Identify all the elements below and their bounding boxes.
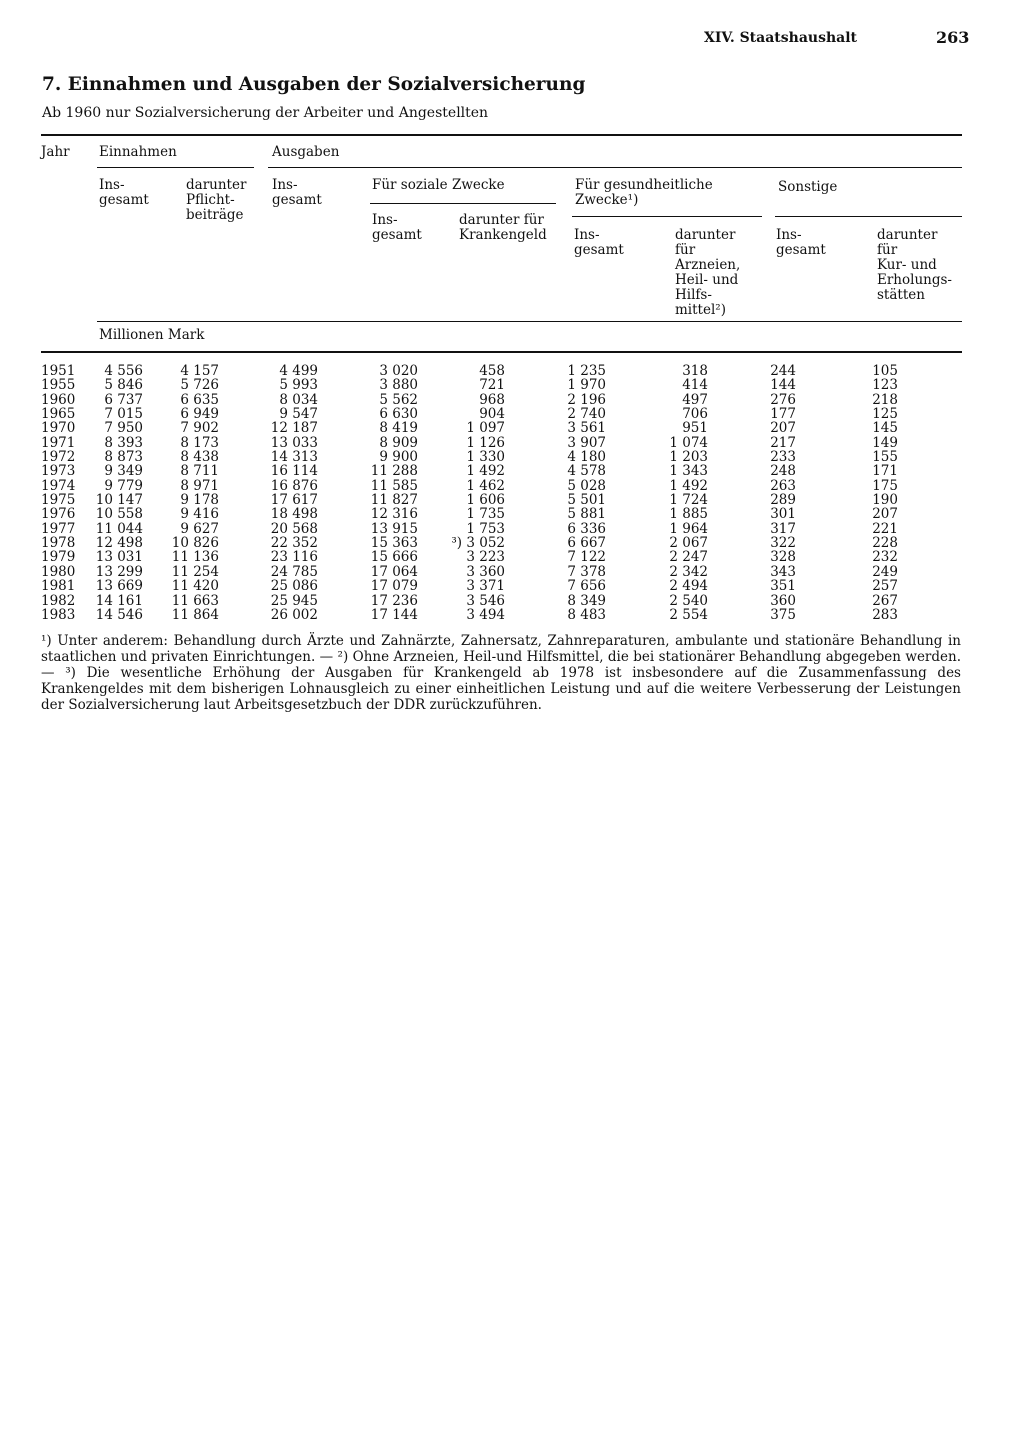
cell-son-insgesamt: 144 bbox=[770, 377, 796, 394]
cell-e-pflicht: 8 173 bbox=[180, 434, 219, 451]
cell-ges-insgesamt: 5 501 bbox=[567, 492, 606, 509]
cell-a-insgesamt: 24 785 bbox=[270, 563, 318, 580]
cell-ges-insgesamt: 5 028 bbox=[567, 477, 606, 494]
cell-son-insgesamt: 244 bbox=[770, 363, 796, 379]
cell-soz-krankengeld: 3 360 bbox=[466, 563, 505, 580]
column-e-pflicht bbox=[129, 364, 219, 622]
cell-e-insgesamt: 5 846 bbox=[104, 377, 143, 394]
cell-ges-arznei: 1 203 bbox=[669, 449, 708, 466]
cell-a-insgesamt: 22 352 bbox=[270, 535, 318, 552]
year-cell: 1981 bbox=[41, 578, 76, 595]
group-ausgaben: Ausgaben bbox=[272, 144, 340, 160]
cell-soz-insgesamt: 5 562 bbox=[379, 391, 418, 408]
cell-e-insgesamt: 7 015 bbox=[104, 406, 143, 423]
table-subtitle: Ab 1960 nur Sozialversicherung der Arbeiter und Angestellten bbox=[42, 105, 489, 121]
cell-son-kur: 207 bbox=[872, 506, 898, 523]
cell-e-pflicht: 6 635 bbox=[180, 391, 219, 408]
group-soziale: Für soziale Zwecke bbox=[372, 177, 505, 193]
cell-soz-krankengeld: 3 371 bbox=[466, 578, 505, 595]
cell-a-insgesamt: 14 313 bbox=[270, 449, 318, 466]
cell-son-kur: 267 bbox=[872, 592, 898, 609]
cell-e-pflicht: 11 864 bbox=[171, 606, 219, 623]
cell-ges-insgesamt: 2 740 bbox=[567, 406, 606, 423]
cell-soz-insgesamt: 13 915 bbox=[370, 520, 418, 537]
cell-e-insgesamt: 12 498 bbox=[95, 535, 143, 552]
cell-soz-krankengeld: 458 bbox=[479, 363, 505, 379]
hdr-son-ins: Ins- gesamt bbox=[776, 227, 826, 258]
cell-son-kur: 249 bbox=[872, 563, 898, 580]
cell-a-insgesamt: 26 002 bbox=[270, 606, 318, 623]
cell-e-pflicht: 7 902 bbox=[180, 420, 219, 437]
cell-e-insgesamt: 9 349 bbox=[104, 463, 143, 480]
cell-soz-krankengeld: 904 bbox=[479, 406, 505, 423]
cell-soz-krankengeld: 1 606 bbox=[466, 492, 505, 509]
rule-unit bbox=[97, 321, 962, 322]
cell-son-kur: 283 bbox=[872, 606, 898, 623]
cell-son-insgesamt: 177 bbox=[770, 406, 796, 423]
group-sonstige: Sonstige bbox=[778, 179, 838, 195]
cell-soz-insgesamt: 8 419 bbox=[379, 420, 418, 437]
year-cell: 1973 bbox=[41, 463, 76, 480]
cell-ges-insgesamt: 6 667 bbox=[567, 535, 606, 552]
hdr-e-ins: Ins- gesamt bbox=[99, 177, 149, 208]
cell-ges-arznei: 2 540 bbox=[669, 592, 708, 609]
cell-e-pflicht: 11 420 bbox=[171, 578, 219, 595]
cell-ges-insgesamt: 8 483 bbox=[567, 606, 606, 623]
cell-son-kur: 228 bbox=[872, 535, 898, 552]
cell-son-kur: 175 bbox=[872, 477, 898, 494]
cell-son-insgesamt: 322 bbox=[770, 535, 796, 552]
year-cell: 1965 bbox=[41, 406, 76, 423]
year-cell: 1983 bbox=[41, 606, 76, 623]
col-jahr: Jahr bbox=[41, 144, 70, 160]
cell-son-insgesamt: 263 bbox=[770, 477, 796, 494]
year-cell: 1974 bbox=[41, 477, 76, 494]
rule-soziale bbox=[370, 203, 556, 204]
cell-son-insgesamt: 360 bbox=[770, 592, 796, 609]
column-a-insgesamt bbox=[228, 364, 318, 622]
cell-a-insgesamt: 13 033 bbox=[270, 434, 318, 451]
cell-a-insgesamt: 25 945 bbox=[270, 592, 318, 609]
cell-e-pflicht: 10 826 bbox=[171, 535, 219, 552]
cell-soz-insgesamt: 17 079 bbox=[370, 578, 418, 595]
cell-son-kur: 149 bbox=[872, 434, 898, 451]
group-einnahmen: Einnahmen bbox=[99, 144, 177, 160]
year-cell: 1976 bbox=[41, 506, 76, 523]
cell-a-insgesamt: 18 498 bbox=[270, 506, 318, 523]
cell-son-insgesamt: 351 bbox=[770, 578, 796, 595]
cell-e-insgesamt: 8 393 bbox=[104, 434, 143, 451]
cell-son-kur: 125 bbox=[872, 406, 898, 423]
cell-ges-insgesamt: 7 122 bbox=[567, 549, 606, 566]
year-cell: 1970 bbox=[41, 420, 76, 437]
cell-ges-insgesamt: 7 378 bbox=[567, 563, 606, 580]
cell-ges-arznei: 2 494 bbox=[669, 578, 708, 595]
cell-soz-insgesamt: 17 236 bbox=[370, 592, 418, 609]
cell-e-pflicht: 11 663 bbox=[171, 592, 219, 609]
cell-son-kur: 105 bbox=[872, 363, 898, 379]
cell-e-pflicht: 9 416 bbox=[180, 506, 219, 523]
cell-e-insgesamt: 10 147 bbox=[95, 492, 143, 509]
cell-son-insgesamt: 343 bbox=[770, 563, 796, 580]
cell-soz-insgesamt: 15 363 bbox=[370, 535, 418, 552]
cell-son-kur: 171 bbox=[872, 463, 898, 480]
cell-soz-krankengeld: 3 546 bbox=[466, 592, 505, 609]
cell-ges-insgesamt: 8 349 bbox=[567, 592, 606, 609]
cell-son-insgesamt: 217 bbox=[770, 434, 796, 451]
year-cell: 1951 bbox=[41, 363, 76, 379]
cell-e-insgesamt: 9 779 bbox=[104, 477, 143, 494]
cell-ges-insgesamt: 3 907 bbox=[567, 434, 606, 451]
cell-son-kur: 123 bbox=[872, 377, 898, 394]
cell-ges-arznei: 497 bbox=[682, 391, 708, 408]
cell-ges-arznei: 2 554 bbox=[669, 606, 708, 623]
cell-soz-insgesamt: 8 909 bbox=[379, 434, 418, 451]
column-soz-insgesamt bbox=[328, 364, 418, 622]
year-cell: 1978 bbox=[41, 535, 76, 552]
cell-soz-insgesamt: 11 827 bbox=[370, 492, 418, 509]
rule-gesund bbox=[572, 216, 762, 217]
cell-e-insgesamt: 14 546 bbox=[95, 606, 143, 623]
cell-ges-arznei: 414 bbox=[682, 377, 708, 394]
cell-son-kur: 190 bbox=[872, 492, 898, 509]
cell-soz-krankengeld: 968 bbox=[479, 391, 505, 408]
cell-son-insgesamt: 248 bbox=[770, 463, 796, 480]
cell-son-kur: 155 bbox=[872, 449, 898, 466]
cell-ges-arznei: 1 724 bbox=[669, 492, 708, 509]
cell-ges-arznei: 951 bbox=[682, 420, 708, 437]
hdr-ges-arznei: darunter für Arzneien, Heil- und Hilfs- mittel²) bbox=[675, 227, 741, 318]
unit-label: Millionen Mark bbox=[99, 327, 205, 343]
hdr-son-kur: darunter für Kur- und Erholungs- stätten bbox=[877, 227, 952, 303]
cell-ges-insgesamt: 5 881 bbox=[567, 506, 606, 523]
cell-son-insgesamt: 207 bbox=[770, 420, 796, 437]
cell-son-kur: 218 bbox=[872, 391, 898, 408]
cell-ges-insgesamt: 3 561 bbox=[567, 420, 606, 437]
group-gesund: Für gesundheitliche Zwecke¹) bbox=[575, 177, 713, 208]
cell-a-insgesamt: 9 547 bbox=[279, 406, 318, 423]
cell-ges-arznei: 706 bbox=[682, 406, 708, 423]
cell-a-insgesamt: 8 034 bbox=[279, 391, 318, 408]
cell-ges-arznei: 1 343 bbox=[669, 463, 708, 480]
cell-soz-insgesamt: 11 288 bbox=[370, 463, 418, 480]
cell-e-insgesamt: 13 031 bbox=[95, 549, 143, 566]
cell-a-insgesamt: 23 116 bbox=[270, 549, 318, 566]
page-number: 263 bbox=[936, 28, 970, 47]
cell-e-pflicht: 5 726 bbox=[180, 377, 219, 394]
hdr-soz-ins: Ins- gesamt bbox=[372, 212, 422, 243]
footnote-text: ¹) Unter anderem: Behandlung durch Ärzte und Zahnärzte, Zahnersatz, Zahnreparaturen, ambulante und stationäre Behandlung in staatlichen und privaten Einrichtungen. — ²) Ohne Arzneien, Heil-und Hilfsmittel, die bei stationärer Behandlung abgegeben werden. — ³) Die wesentliche Erhöhung der Ausgaben für Krankengeld ab 1978 ist insbesondere auf die Zusammenfassung des Krankengeldes mit dem bisherigen Lohnausgleich zu einer einheitlichen Leistung und auf die weitere Verbesserung der Leistungen der Sozialversicherung laut Arbeitsgesetzbuch der DDR zurückzuführen. bbox=[41, 633, 961, 713]
cell-e-pflicht: 11 254 bbox=[171, 563, 219, 580]
cell-a-insgesamt: 5 993 bbox=[279, 377, 318, 394]
cell-son-kur: 145 bbox=[872, 420, 898, 437]
cell-ges-arznei: 1 492 bbox=[669, 477, 708, 494]
year-cell: 1972 bbox=[41, 449, 76, 466]
cell-ges-insgesamt: 1 970 bbox=[567, 377, 606, 394]
cell-son-insgesamt: 328 bbox=[770, 549, 796, 566]
cell-e-pflicht: 8 438 bbox=[180, 449, 219, 466]
year-cell: 1975 bbox=[41, 492, 76, 509]
cell-son-insgesamt: 317 bbox=[770, 520, 796, 537]
cell-e-pflicht: 9 178 bbox=[180, 492, 219, 509]
cell-soz-insgesamt: 17 144 bbox=[370, 606, 418, 623]
cell-ges-insgesamt: 6 336 bbox=[567, 520, 606, 537]
footnotes bbox=[41, 633, 961, 713]
cell-e-pflicht: 8 711 bbox=[180, 463, 219, 480]
cell-e-insgesamt: 13 299 bbox=[95, 563, 143, 580]
cell-a-insgesamt: 16 876 bbox=[270, 477, 318, 494]
cell-soz-krankengeld: 1 330 bbox=[466, 449, 505, 466]
cell-e-insgesamt: 11 044 bbox=[95, 520, 143, 537]
cell-e-insgesamt: 10 558 bbox=[95, 506, 143, 523]
cell-soz-insgesamt: 11 585 bbox=[370, 477, 418, 494]
rule-sonstige bbox=[775, 216, 962, 217]
cell-a-insgesamt: 25 086 bbox=[270, 578, 318, 595]
column-son-insgesamt bbox=[706, 364, 796, 622]
cell-e-insgesamt: 8 873 bbox=[104, 449, 143, 466]
cell-ges-arznei: 1 885 bbox=[669, 506, 708, 523]
year-cell: 1982 bbox=[41, 592, 76, 609]
hdr-a-ins: Ins- gesamt bbox=[272, 177, 322, 208]
year-cell: 1955 bbox=[41, 377, 76, 394]
cell-a-insgesamt: 4 499 bbox=[279, 363, 318, 379]
cell-a-insgesamt: 20 568 bbox=[270, 520, 318, 537]
column-son-kur bbox=[808, 364, 898, 622]
cell-e-pflicht: 9 627 bbox=[180, 520, 219, 537]
cell-soz-insgesamt: 12 316 bbox=[370, 506, 418, 523]
cell-ges-arznei: 2 067 bbox=[669, 535, 708, 552]
cell-son-insgesamt: 233 bbox=[770, 449, 796, 466]
cell-ges-insgesamt: 1 235 bbox=[567, 363, 606, 379]
year-cell: 1971 bbox=[41, 434, 76, 451]
cell-e-pflicht: 6 949 bbox=[180, 406, 219, 423]
cell-soz-krankengeld: 1 126 bbox=[466, 434, 505, 451]
cell-e-pflicht: 11 136 bbox=[171, 549, 219, 566]
cell-e-insgesamt: 7 950 bbox=[104, 420, 143, 437]
cell-son-kur: 257 bbox=[872, 578, 898, 595]
rule-ausgaben bbox=[268, 167, 962, 168]
cell-soz-krankengeld: 3 494 bbox=[466, 606, 505, 623]
cell-soz-insgesamt: 17 064 bbox=[370, 563, 418, 580]
cell-ges-arznei: 1 074 bbox=[669, 434, 708, 451]
column-ges-insgesamt bbox=[516, 364, 606, 622]
cell-ges-insgesamt: 4 578 bbox=[567, 463, 606, 480]
cell-ges-arznei: 318 bbox=[682, 363, 708, 379]
cell-e-insgesamt: 4 556 bbox=[104, 363, 143, 379]
cell-e-insgesamt: 13 669 bbox=[95, 578, 143, 595]
column-soz-krankengeld bbox=[415, 364, 505, 622]
table-title: 7. Einnahmen und Ausgaben der Sozialversicherung bbox=[42, 74, 586, 95]
top-rule bbox=[41, 134, 962, 136]
cell-soz-krankengeld: 1 097 bbox=[466, 420, 505, 437]
hdr-soz-kranken: darunter für Krankengeld bbox=[459, 212, 547, 243]
cell-son-insgesamt: 276 bbox=[770, 391, 796, 408]
year-cell: 1980 bbox=[41, 563, 76, 580]
cell-ges-insgesamt: 4 180 bbox=[567, 449, 606, 466]
year-cell: 1960 bbox=[41, 391, 76, 408]
cell-soz-insgesamt: 3 020 bbox=[379, 363, 418, 379]
cell-e-pflicht: 8 971 bbox=[180, 477, 219, 494]
cell-ges-insgesamt: 7 656 bbox=[567, 578, 606, 595]
cell-soz-krankengeld: 1 753 bbox=[466, 520, 505, 537]
cell-son-kur: 221 bbox=[872, 520, 898, 537]
cell-soz-krankengeld: 3 223 bbox=[466, 549, 505, 566]
cell-soz-krankengeld: 1 735 bbox=[466, 506, 505, 523]
cell-son-insgesamt: 375 bbox=[770, 606, 796, 623]
cell-soz-krankengeld: ³) 3 052 bbox=[451, 535, 505, 552]
cell-soz-krankengeld: 1 462 bbox=[466, 477, 505, 494]
cell-e-insgesamt: 6 737 bbox=[104, 391, 143, 408]
year-cell: 1977 bbox=[41, 520, 76, 537]
running-header: XIV. Staatshaushalt bbox=[704, 30, 857, 46]
cell-ges-arznei: 1 964 bbox=[669, 520, 708, 537]
cell-e-insgesamt: 14 161 bbox=[95, 592, 143, 609]
rule-einnahmen bbox=[97, 167, 254, 168]
cell-soz-insgesamt: 9 900 bbox=[379, 449, 418, 466]
hdr-e-pflicht: darunter Pflicht- beiträge bbox=[186, 177, 247, 223]
cell-a-insgesamt: 17 617 bbox=[270, 492, 318, 509]
cell-e-pflicht: 4 157 bbox=[180, 363, 219, 379]
cell-soz-krankengeld: 721 bbox=[479, 377, 505, 394]
cell-a-insgesamt: 12 187 bbox=[270, 420, 318, 437]
cell-ges-insgesamt: 2 196 bbox=[567, 391, 606, 408]
cell-a-insgesamt: 16 114 bbox=[270, 463, 318, 480]
cell-son-kur: 232 bbox=[872, 549, 898, 566]
column-ges-arznei bbox=[618, 364, 708, 622]
cell-son-insgesamt: 301 bbox=[770, 506, 796, 523]
header-bottom-rule bbox=[41, 351, 962, 353]
year-cell: 1979 bbox=[41, 549, 76, 566]
cell-soz-insgesamt: 15 666 bbox=[370, 549, 418, 566]
cell-son-insgesamt: 289 bbox=[770, 492, 796, 509]
cell-soz-insgesamt: 3 880 bbox=[379, 377, 418, 394]
cell-ges-arznei: 2 342 bbox=[669, 563, 708, 580]
cell-soz-insgesamt: 6 630 bbox=[379, 406, 418, 423]
cell-soz-krankengeld: 1 492 bbox=[466, 463, 505, 480]
hdr-ges-ins: Ins- gesamt bbox=[574, 227, 624, 258]
cell-ges-arznei: 2 247 bbox=[669, 549, 708, 566]
